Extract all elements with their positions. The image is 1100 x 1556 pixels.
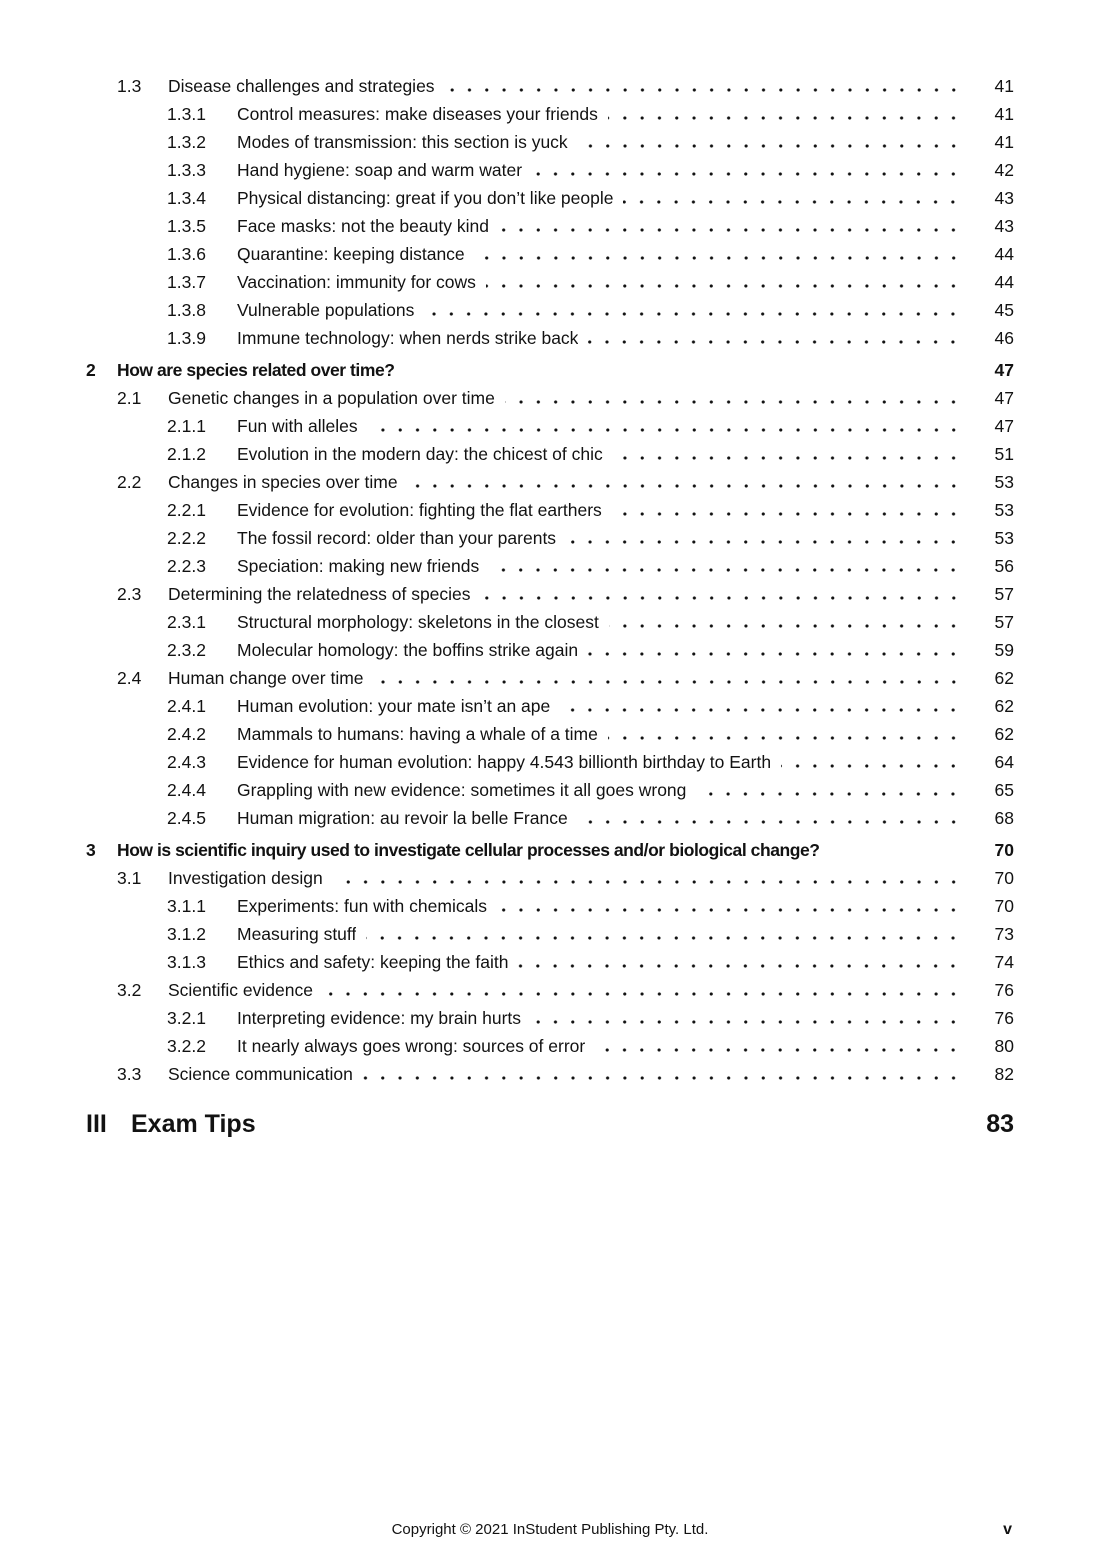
dot-leader bbox=[486, 268, 962, 296]
entry-page-number: 46 bbox=[994, 328, 1014, 348]
entry-number: 2.4 bbox=[117, 668, 142, 688]
entry-title: Control measures: make diseases your friends bbox=[237, 104, 598, 124]
toc-entry-2-2-3[interactable] bbox=[86, 552, 1014, 580]
entry-title: Scientific evidence bbox=[168, 980, 313, 1000]
entry-page-number: 51 bbox=[994, 444, 1014, 464]
entry-number: 1.3.5 bbox=[167, 216, 206, 236]
entry-title: Quarantine: keeping distance bbox=[237, 244, 465, 264]
entry-page-number: 73 bbox=[994, 924, 1014, 944]
entry-title: Mammals to humans: having a whale of a time bbox=[237, 724, 598, 744]
entry-title: How are species related over time? bbox=[117, 360, 395, 380]
entry-title: Fun with alleles bbox=[237, 416, 358, 436]
dot-leader bbox=[266, 1108, 962, 1140]
dot-leader bbox=[368, 412, 962, 440]
toc-entry-2-2-2[interactable] bbox=[86, 524, 1014, 552]
dot-leader bbox=[497, 892, 962, 920]
entry-number: 1.3.4 bbox=[167, 188, 206, 208]
entry-number: 1.3.8 bbox=[167, 300, 206, 320]
dot-leader bbox=[404, 356, 962, 384]
toc-entry-1-3-5[interactable] bbox=[86, 212, 1014, 240]
toc-entry-3-1-3[interactable] bbox=[86, 948, 1014, 976]
entry-page-number: 53 bbox=[994, 472, 1014, 492]
entry-page-number: 83 bbox=[986, 1110, 1014, 1138]
entry-page-number: 47 bbox=[994, 388, 1014, 408]
dot-leader bbox=[323, 976, 962, 1004]
entry-title: Investigation design bbox=[168, 868, 323, 888]
entry-page-number: 82 bbox=[994, 1064, 1014, 1084]
entry-title: Measuring stuff bbox=[237, 924, 357, 944]
dot-leader bbox=[612, 496, 962, 524]
toc-entry-3-1-2[interactable] bbox=[86, 920, 1014, 948]
entry-title: How is scientific inquiry used to investigate cellular processes and/or biological change? bbox=[117, 840, 820, 860]
table-of-contents bbox=[86, 72, 1014, 1140]
toc-entry-1-3[interactable] bbox=[86, 72, 1014, 100]
toc-entry-2-4-1[interactable] bbox=[86, 692, 1014, 720]
entry-title: Modes of transmission: this section is yuck bbox=[237, 132, 568, 152]
toc-entry-1-3-8[interactable] bbox=[86, 296, 1014, 324]
entry-title: Exam Tips bbox=[131, 1110, 256, 1138]
entry-page-number: 44 bbox=[994, 244, 1014, 264]
entry-page-number: 80 bbox=[994, 1036, 1014, 1056]
entry-title: Interpreting evidence: my brain hurts bbox=[237, 1008, 522, 1028]
entry-page-number: 41 bbox=[994, 104, 1014, 124]
entry-number: 2.2.1 bbox=[167, 500, 206, 520]
entry-page-number: 70 bbox=[994, 896, 1014, 916]
dot-leader bbox=[578, 128, 962, 156]
entry-number: 1.3.1 bbox=[167, 104, 206, 124]
entry-title: Science communication bbox=[168, 1064, 353, 1084]
dot-leader bbox=[363, 1060, 962, 1088]
entry-number: 3.3 bbox=[117, 1064, 142, 1084]
entry-title: Human migration: au revoir la belle France bbox=[237, 808, 568, 828]
toc-entry-2-1[interactable] bbox=[86, 384, 1014, 412]
entry-number: 3.2.1 bbox=[167, 1008, 206, 1028]
dot-leader bbox=[696, 776, 962, 804]
entry-number: 3.1.1 bbox=[167, 896, 206, 916]
toc-entry-1-3-3[interactable] bbox=[86, 156, 1014, 184]
toc-entry-2-3-2[interactable] bbox=[86, 636, 1014, 664]
dot-leader bbox=[566, 524, 962, 552]
entry-page-number: 76 bbox=[994, 980, 1014, 1000]
toc-entry-2-3-1[interactable] bbox=[86, 608, 1014, 636]
entry-page-number: 74 bbox=[994, 952, 1014, 972]
entry-title: Hand hygiene: soap and warm water bbox=[237, 160, 523, 180]
entry-page-number: 45 bbox=[994, 300, 1014, 320]
entry-number: 3.1 bbox=[117, 868, 142, 888]
entry-title: The fossil record: older than your parents bbox=[237, 528, 557, 548]
entry-page-number: 43 bbox=[994, 188, 1014, 208]
toc-entry-3-3[interactable] bbox=[86, 1060, 1014, 1088]
toc-entry-3[interactable] bbox=[86, 836, 1014, 864]
entry-page-number: 62 bbox=[994, 668, 1014, 688]
toc-entry-2-4-4[interactable] bbox=[86, 776, 1014, 804]
entry-number: 2.1 bbox=[117, 388, 142, 408]
dot-leader bbox=[613, 440, 962, 468]
dot-leader bbox=[532, 156, 962, 184]
entry-title: Molecular homology: the boffins strike again bbox=[237, 640, 579, 660]
toc-entry-2-2-1[interactable] bbox=[86, 496, 1014, 524]
entry-title: Speciation: making new friends bbox=[237, 556, 480, 576]
entry-title: Changes in species over time bbox=[168, 472, 398, 492]
dot-leader bbox=[608, 100, 962, 128]
entry-title: Face masks: not the beauty kind bbox=[237, 216, 489, 236]
entry-number: 2.2.3 bbox=[167, 556, 206, 576]
dot-leader bbox=[408, 468, 962, 496]
entry-page-number: 70 bbox=[994, 840, 1014, 860]
entry-number: 3.1.3 bbox=[167, 952, 206, 972]
toc-entry-2-4[interactable] bbox=[86, 664, 1014, 692]
entry-title: Structural morphology: skeletons in the closest bbox=[237, 612, 599, 632]
toc-entry-1-3-6[interactable] bbox=[86, 240, 1014, 268]
toc-entry-2-1-2[interactable] bbox=[86, 440, 1014, 468]
dot-leader bbox=[374, 664, 962, 692]
entry-page-number: 53 bbox=[994, 500, 1014, 520]
toc-entry-1-3-1[interactable] bbox=[86, 100, 1014, 128]
entry-title: Vaccination: immunity for cows bbox=[237, 272, 476, 292]
entry-title: Vulnerable populations bbox=[237, 300, 415, 320]
entry-number: 3.2 bbox=[117, 980, 142, 1000]
dot-leader bbox=[499, 212, 962, 240]
entry-number: 1.3 bbox=[117, 76, 142, 96]
entry-page-number: 57 bbox=[994, 584, 1014, 604]
toc-entry-2-1-1[interactable] bbox=[86, 412, 1014, 440]
entry-page-number: 57 bbox=[994, 612, 1014, 632]
entry-number: 2.1.1 bbox=[167, 416, 206, 436]
entry-page-number: 59 bbox=[994, 640, 1014, 660]
entry-number: 1.3.9 bbox=[167, 328, 206, 348]
entry-title: Disease challenges and strategies bbox=[168, 76, 435, 96]
toc-entry-1-3-4[interactable] bbox=[86, 184, 1014, 212]
dot-leader bbox=[481, 580, 962, 608]
entry-title: Human change over time bbox=[168, 668, 364, 688]
dot-leader bbox=[475, 240, 962, 268]
entry-page-number: 56 bbox=[994, 556, 1014, 576]
dot-leader bbox=[588, 324, 962, 352]
entry-number: 1.3.2 bbox=[167, 132, 206, 152]
entry-number: 2 bbox=[86, 360, 96, 380]
copyright-text: Copyright © 2021 InStudent Publishing Pty. Ltd. bbox=[391, 1521, 709, 1538]
dot-leader bbox=[489, 552, 962, 580]
entry-number: 2.4.4 bbox=[167, 780, 206, 800]
toc-entry-3-2-1[interactable] bbox=[86, 1004, 1014, 1032]
entry-number: 3 bbox=[86, 840, 96, 860]
dot-leader bbox=[609, 608, 962, 636]
entry-number: 2.3.1 bbox=[167, 612, 206, 632]
dot-leader bbox=[578, 804, 962, 832]
dot-leader bbox=[366, 920, 962, 948]
dot-leader bbox=[333, 864, 962, 892]
toc-entry-3-1[interactable] bbox=[86, 864, 1014, 892]
entry-title: Genetic changes in a population over time bbox=[168, 388, 495, 408]
entry-page-number: 41 bbox=[994, 132, 1014, 152]
entry-number: 2.2 bbox=[117, 472, 142, 492]
entry-title: Experiments: fun with chemicals bbox=[237, 896, 487, 916]
entry-title: Ethics and safety: keeping the faith bbox=[237, 952, 509, 972]
dot-leader bbox=[424, 296, 962, 324]
entry-title: It nearly always goes wrong: sources of error bbox=[237, 1036, 586, 1056]
entry-title: Evidence for human evolution: happy 4.543 billionth birthday to Earth bbox=[237, 752, 772, 772]
dot-leader bbox=[623, 184, 962, 212]
dot-leader bbox=[608, 720, 962, 748]
entry-title: Determining the relatedness of species bbox=[168, 584, 471, 604]
entry-page-number: 44 bbox=[994, 272, 1014, 292]
entry-page-number: 68 bbox=[994, 808, 1014, 828]
entry-number: 2.4.1 bbox=[167, 696, 206, 716]
entry-title: Evidence for evolution: fighting the flat earthers bbox=[237, 500, 602, 520]
toc-entry-1-3-9[interactable] bbox=[86, 324, 1014, 352]
toc-entry-3-1-1[interactable] bbox=[86, 892, 1014, 920]
dot-leader bbox=[781, 748, 962, 776]
entry-number: 3.1.2 bbox=[167, 924, 206, 944]
entry-page-number: 53 bbox=[994, 528, 1014, 548]
entry-page-number: 70 bbox=[994, 868, 1014, 888]
entry-number: 2.3.2 bbox=[167, 640, 206, 660]
toc-entry-3-2-2[interactable] bbox=[86, 1032, 1014, 1060]
entry-page-number: 47 bbox=[994, 416, 1014, 436]
dot-leader bbox=[829, 836, 962, 864]
entry-title: Physical distancing: great if you don’t like people bbox=[237, 188, 614, 208]
entry-page-number: 47 bbox=[994, 360, 1014, 380]
page-footer bbox=[0, 1521, 1100, 1545]
toc-entry-III[interactable] bbox=[86, 1108, 1014, 1140]
entry-page-number: 76 bbox=[994, 1008, 1014, 1028]
toc-entry-2-2[interactable] bbox=[86, 468, 1014, 496]
entry-number: 1.3.7 bbox=[167, 272, 206, 292]
dot-leader bbox=[518, 948, 962, 976]
toc-entry-1-3-7[interactable] bbox=[86, 268, 1014, 296]
entry-page-number: 65 bbox=[994, 780, 1014, 800]
entry-page-number: 64 bbox=[994, 752, 1014, 772]
dot-leader bbox=[505, 384, 962, 412]
entry-number: 2.3 bbox=[117, 584, 142, 604]
entry-number: III bbox=[86, 1110, 107, 1138]
dot-leader bbox=[588, 636, 962, 664]
entry-title: Grappling with new evidence: sometimes it all goes wrong bbox=[237, 780, 687, 800]
toc-entry-2-4-3[interactable] bbox=[86, 748, 1014, 776]
folio-page-number: v bbox=[1003, 1521, 1012, 1538]
dot-leader bbox=[445, 72, 962, 100]
entry-page-number: 41 bbox=[994, 76, 1014, 96]
toc-entry-1-3-2[interactable] bbox=[86, 128, 1014, 156]
entry-title: Immune technology: when nerds strike back bbox=[237, 328, 579, 348]
toc-entry-2[interactable] bbox=[86, 356, 1014, 384]
toc-entry-3-2[interactable] bbox=[86, 976, 1014, 1004]
entry-page-number: 62 bbox=[994, 724, 1014, 744]
entry-title: Human evolution: your mate isn’t an ape bbox=[237, 696, 551, 716]
toc-entry-2-3[interactable] bbox=[86, 580, 1014, 608]
dot-leader bbox=[531, 1004, 962, 1032]
entry-page-number: 62 bbox=[994, 696, 1014, 716]
toc-entry-2-4-5[interactable] bbox=[86, 804, 1014, 832]
entry-number: 1.3.6 bbox=[167, 244, 206, 264]
dot-leader bbox=[560, 692, 962, 720]
entry-title: Evolution in the modern day: the chicest of chic bbox=[237, 444, 603, 464]
entry-number: 2.1.2 bbox=[167, 444, 206, 464]
entry-page-number: 42 bbox=[994, 160, 1014, 180]
entry-page-number: 43 bbox=[994, 216, 1014, 236]
entry-number: 2.4.5 bbox=[167, 808, 206, 828]
entry-number: 1.3.3 bbox=[167, 160, 206, 180]
toc-entry-2-4-2[interactable] bbox=[86, 720, 1014, 748]
entry-number: 3.2.2 bbox=[167, 1036, 206, 1056]
entry-number: 2.4.3 bbox=[167, 752, 206, 772]
entry-number: 2.4.2 bbox=[167, 724, 206, 744]
dot-leader bbox=[595, 1032, 962, 1060]
entry-number: 2.2.2 bbox=[167, 528, 206, 548]
